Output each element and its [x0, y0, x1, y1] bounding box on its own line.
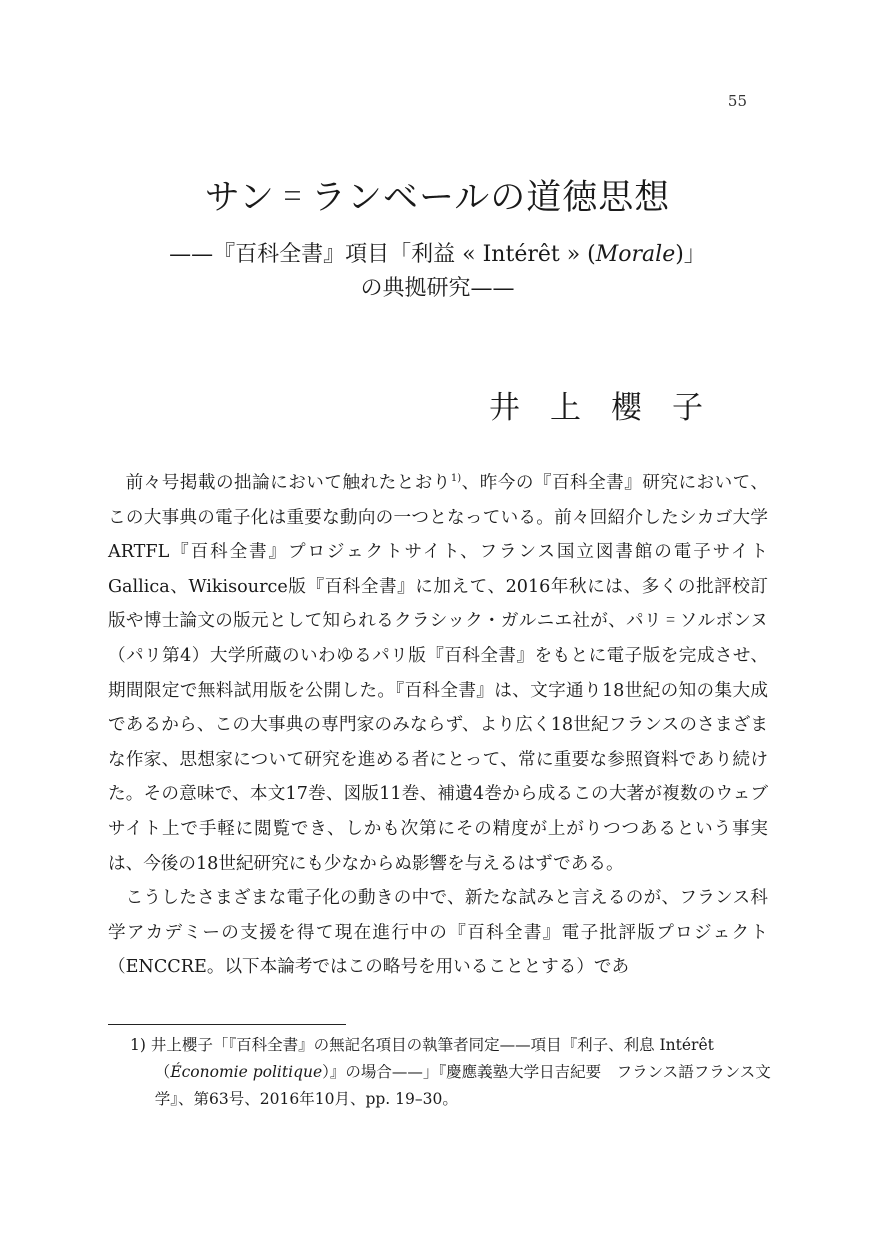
author-name: 井上櫻子 — [489, 390, 733, 426]
page-number: 55 — [727, 92, 747, 110]
paragraph-1-text-b: 、昨今の『百科全書』研究において、この大事典の電子化は重要な動向の一つとなっている。前々回紹介したシカゴ大学ARTFL『百科全書』プロジェクトサイト、フランス国立図書館の電子サイトGallica、Wikisource版『百科全書』に加えて、2016年秋には、多くの批評校訂版や博士論文の版元として知られるクラシック・ガルニエ社が、パリ゠ソルボンヌ（パリ第4）大学所蔵のいわゆるパリ版『百科全書』をもとに電子版を完成させ、期間限定で無料試用版を公開した。『百科全書』は、文字通り18世紀の知の集大成であるから、この大事典の専門家のみならず、より広く18世紀フランスのさまざまな作家、思想家について研究を進める者にとって、常に重要な参照資料であり続けた。その意味で、本文17巻、図版11巻、補遺4巻から成るこの大著が複数のウェブサイト上で手軽に閲覧でき、しかも次第にその精度が上がりつつあるという事実は、今後の18世紀研究にも少なからぬ影響を与えるはずである。 — [108, 473, 768, 874]
paper-subtitle — [0, 238, 875, 306]
footnote-divider — [108, 1024, 346, 1025]
subtitle-line-2: の典拠研究—— — [360, 276, 515, 301]
paragraph-1-text-a: 前々号掲載の拙論において触れたとおり — [125, 473, 451, 493]
subtitle-line-1-post: )」 — [675, 242, 706, 267]
paragraph-2: こうしたさまざまな電子化の動きの中で、新たな試みと言えるのが、フランス科学アカデミーの支援を得て現在進行中の『百科全書』電子批評版プロジェクト（ENCCRE。以下本論考ではこの略号を用いることとする）であ — [108, 888, 768, 978]
paragraph-1 — [108, 466, 768, 881]
body-text — [108, 466, 768, 985]
footnote-reference: 1) — [450, 473, 462, 485]
paper-title: サン゠ランベールの道徳思想 — [204, 178, 671, 218]
subtitle-italic-term: Morale — [595, 242, 676, 267]
footnote-text-b: ）』の場合——」『慶應義塾大学日吉紀要 フランス語フランス文学』、第63号、2016年10月、pp. 19–30。 — [154, 1063, 771, 1108]
footnote-number: 1) — [130, 1036, 146, 1054]
footnote-text-a: 井上櫻子「『百科全書』の無記名項目の執筆者同定——項目『利子、利息 Intérêt（ — [150, 1036, 714, 1081]
footnote-italic-term: Économie politique — [170, 1063, 323, 1081]
footnote-1 — [130, 1032, 789, 1113]
subtitle-line-1 — [0, 238, 875, 272]
subtitle-line-1-pre: ——『百科全書』項目「利益 « Intérêt » ( — [169, 242, 596, 267]
